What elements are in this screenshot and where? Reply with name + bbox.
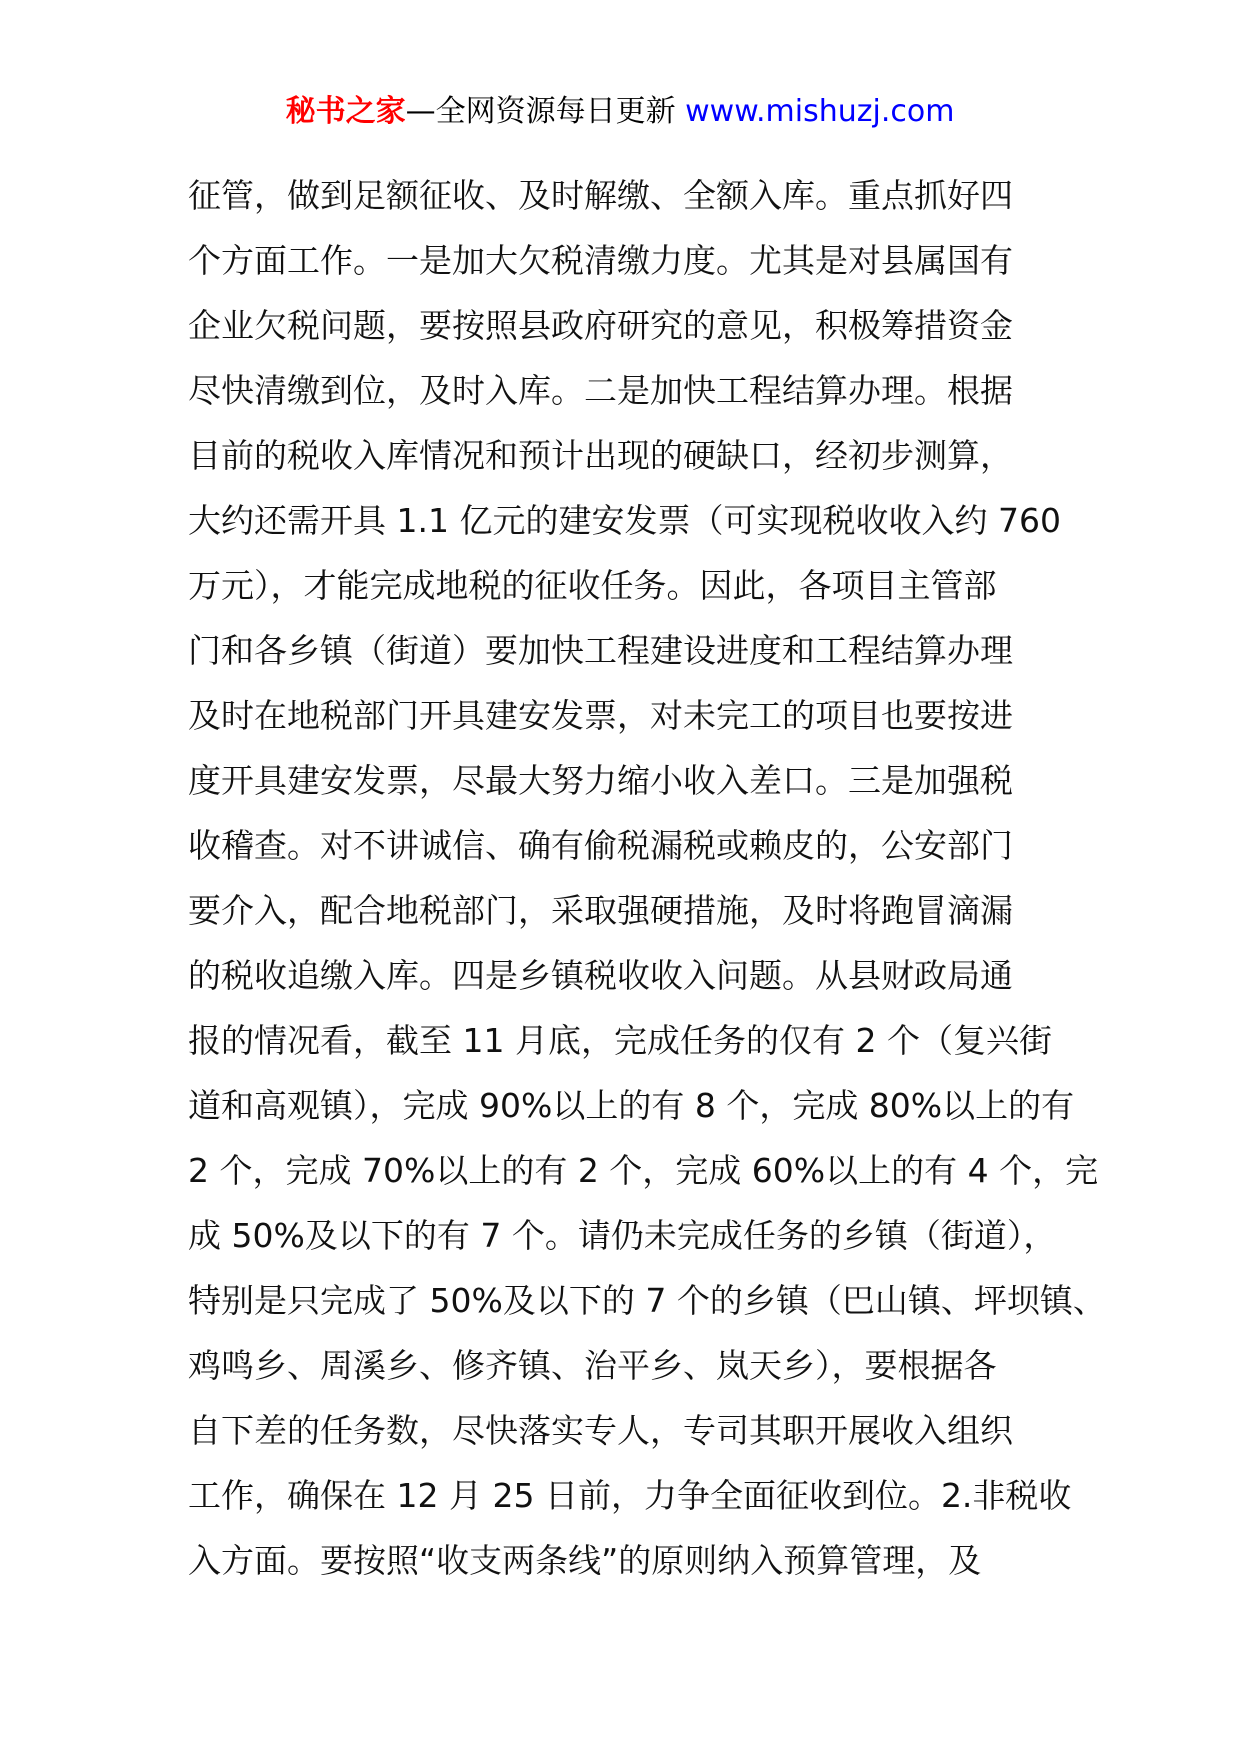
text-line: 万元），才能完成地税的征收任务。因此，各项目主管部 — [188, 566, 997, 605]
text-line: 道和高观镇），完成 90%以上的有 8 个，完成 80%以上的有 — [188, 1086, 1075, 1125]
text-line: 个方面工作。一是加大欠税清缴力度。尤其是对县属国有 — [188, 241, 1013, 280]
text-line: 报的情况看，截至 11 月底，完成任务的仅有 2 个（复兴街 — [188, 1021, 1052, 1060]
page-header — [0, 92, 1240, 132]
text-line: 门和各乡镇（街道）要加快工程建设进度和工程结算办理 — [188, 631, 1013, 670]
text-line: 自下差的任务数，尽快落实专人，专司其职开展收入组织 — [188, 1411, 1013, 1450]
text-line: 特别是只完成了 50%及以下的 7 个的乡镇（巴山镇、坪坝镇、 — [188, 1281, 1106, 1320]
text-line: 大约还需开具 1.1 亿元的建安发票（可实现税收收入约 760 — [188, 501, 1061, 540]
text-line: 及时在地税部门开具建安发票，对未完工的项目也要按进 — [188, 696, 1013, 735]
header-tagline: —全网资源每日更新 — [405, 94, 686, 129]
text-line: 收稽查。对不讲诚信、确有偷税漏税或赖皮的，公安部门 — [188, 826, 1013, 865]
text-line: 度开具建安发票，尽最大努力缩小收入差口。三是加强税 — [188, 761, 1013, 800]
text-line: 成 50%及以下的有 7 个。请仍未完成任务的乡镇（街道）， — [188, 1216, 1057, 1255]
text-line: 征管，做到足额征收、及时解缴、全额入库。重点抓好四 — [188, 176, 1013, 215]
website-link[interactable]: www.mishuzj.com — [685, 94, 955, 129]
text-line: 的税收追缴入库。四是乡镇税收收入问题。从县财政局通 — [188, 956, 1013, 995]
text-line: 目前的税收入库情况和预计出现的硬缺口，经初步测算， — [188, 436, 1013, 475]
text-line: 入方面。要按照“收支两条线”的原则纳入预算管理，及 — [188, 1541, 982, 1580]
text-line: 企业欠税问题，要按照县政府研究的意见，积极筹措资金 — [188, 306, 1013, 345]
text-line: 鸡鸣乡、周溪乡、修齐镇、治平乡、岚天乡），要根据各 — [188, 1346, 997, 1385]
text-line: 尽快清缴到位，及时入库。二是加快工程结算办理。根据 — [188, 371, 1013, 410]
text-line: 要介入，配合地税部门，采取强硬措施，及时将跑冒滴漏 — [188, 891, 1013, 930]
text-line: 2 个，完成 70%以上的有 2 个，完成 60%以上的有 4 个，完 — [188, 1151, 1099, 1190]
document-body — [188, 163, 1106, 1593]
brand-name: 秘书之家 — [285, 94, 406, 129]
text-line: 工作，确保在 12 月 25 日前，力争全面征收到位。2.非税收 — [188, 1476, 1072, 1515]
